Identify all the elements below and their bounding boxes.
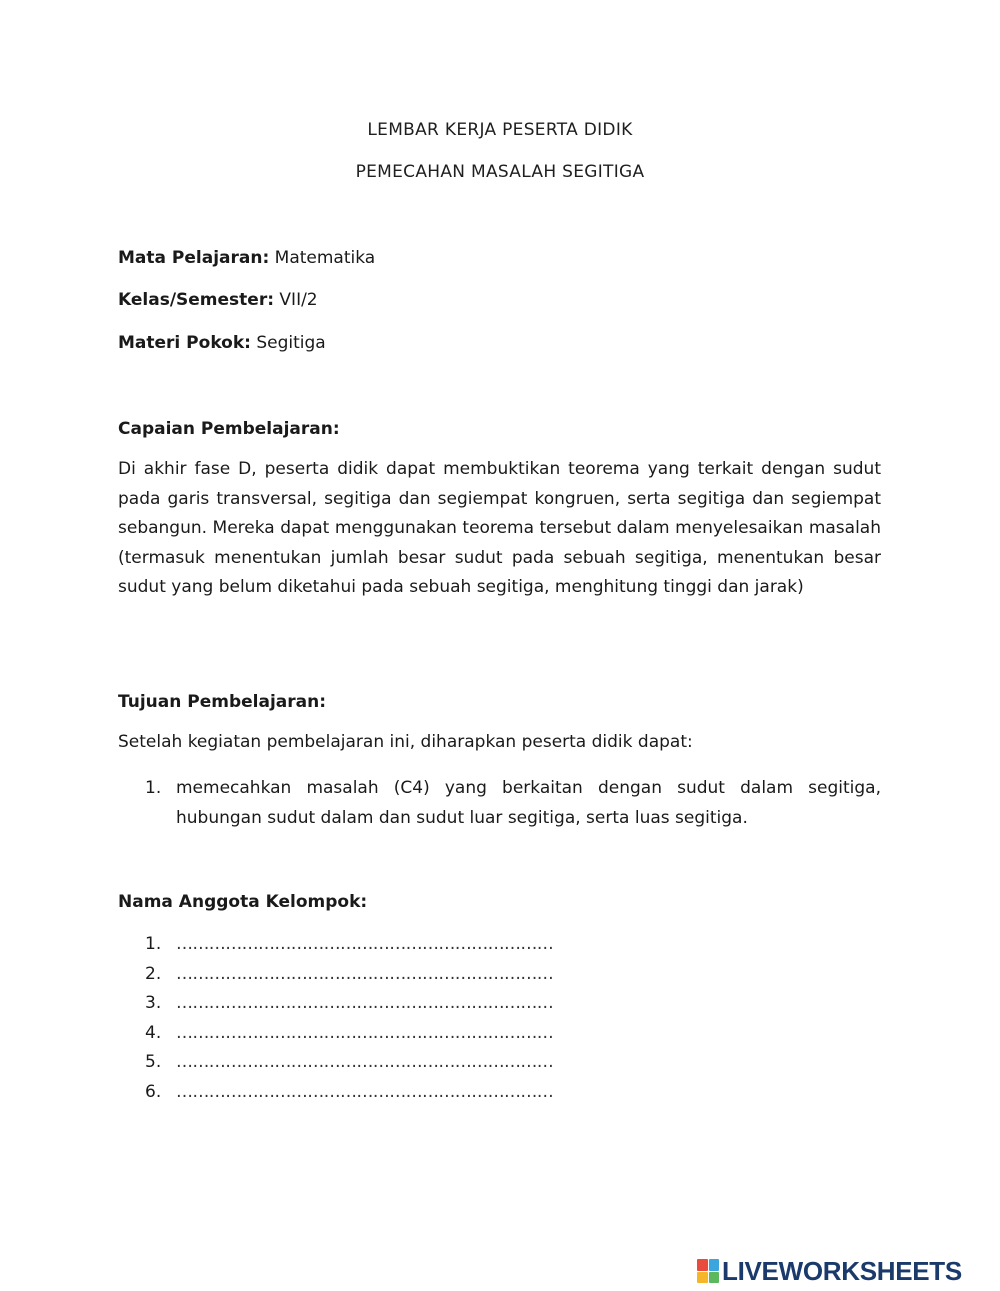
member-name-blank[interactable]: …………………………………………………………… [176, 993, 554, 1014]
meta-class [118, 290, 318, 310]
meta-topic [118, 333, 326, 353]
member-name-blank[interactable]: …………………………………………………………… [176, 1052, 554, 1073]
tujuan-intro: Setelah kegiatan pembelajaran ini, diharapkan peserta didik dapat: [118, 732, 693, 752]
member-number: 1. [145, 934, 162, 954]
objective-item [118, 774, 881, 833]
member-number: 4. [145, 1022, 162, 1043]
document-title: LEMBAR KERJA PESERTA DIDIK [367, 120, 633, 140]
member-number: 3. [145, 993, 162, 1014]
meta-topic-label: Materi Pokok: [118, 333, 251, 353]
logo-mark-square [697, 1259, 708, 1271]
logo-text: LIVEWORKSHEETS [722, 1256, 962, 1286]
capaian-paragraph: Di akhir fase D, peserta didik dapat membuktikan teorema yang terkait dengan sudut pada garis transversal, segitiga dan segiempat kongruen, serta segitiga dan segiempat sebangun. Mereka dapat menggunakan teorema tersebut dalam menyelesaikan masalah (termasuk menentukan jumlah besar sudut pada sebuah segitiga, menentukan besar sudut yang belum diketahui pada sebuah segitiga, menghitung tinggi dan jarak) [118, 459, 881, 598]
meta-subject [118, 248, 375, 268]
member-name-blank[interactable]: …………………………………………………………… [176, 963, 554, 984]
liveworksheets-logo [697, 1257, 962, 1285]
member-number: 6. [145, 1081, 162, 1102]
objective-text: memecahkan masalah (C4) yang berkaitan dengan sudut dalam segitiga, hubungan sudut dalam dan sudut luar segitiga, serta luas segitiga. [176, 778, 881, 828]
document-subtitle: PEMECAHAN MASALAH SEGITIGA [355, 162, 645, 182]
member-number: 5. [145, 1052, 162, 1073]
member-name-blank[interactable]: …………………………………………………………… [176, 1022, 554, 1043]
meta-subject-value: Matematika [269, 248, 376, 268]
tujuan-heading: Tujuan Pembelajaran: [118, 692, 327, 712]
member-number: 2. [145, 963, 162, 984]
meta-class-label: Kelas/Semester: [118, 290, 275, 310]
meta-topic-value: Segitiga [250, 333, 326, 353]
liveworksheets-logo-icon [697, 1259, 719, 1283]
meta-class-value: VII/2 [274, 290, 318, 310]
logo-mark-square [697, 1272, 708, 1284]
kelompok-heading: Nama Anggota Kelompok: [118, 892, 368, 912]
member-name-blank[interactable]: …………………………………………………………… [176, 934, 554, 954]
capaian-heading: Capaian Pembelajaran: [118, 419, 340, 439]
member-name-blank[interactable]: …………………………………………………………… [176, 1081, 554, 1102]
logo-mark-square [709, 1259, 720, 1271]
logo-mark-square [709, 1272, 720, 1284]
meta-subject-label: Mata Pelajaran: [118, 248, 270, 268]
objective-number: 1. [145, 778, 162, 798]
